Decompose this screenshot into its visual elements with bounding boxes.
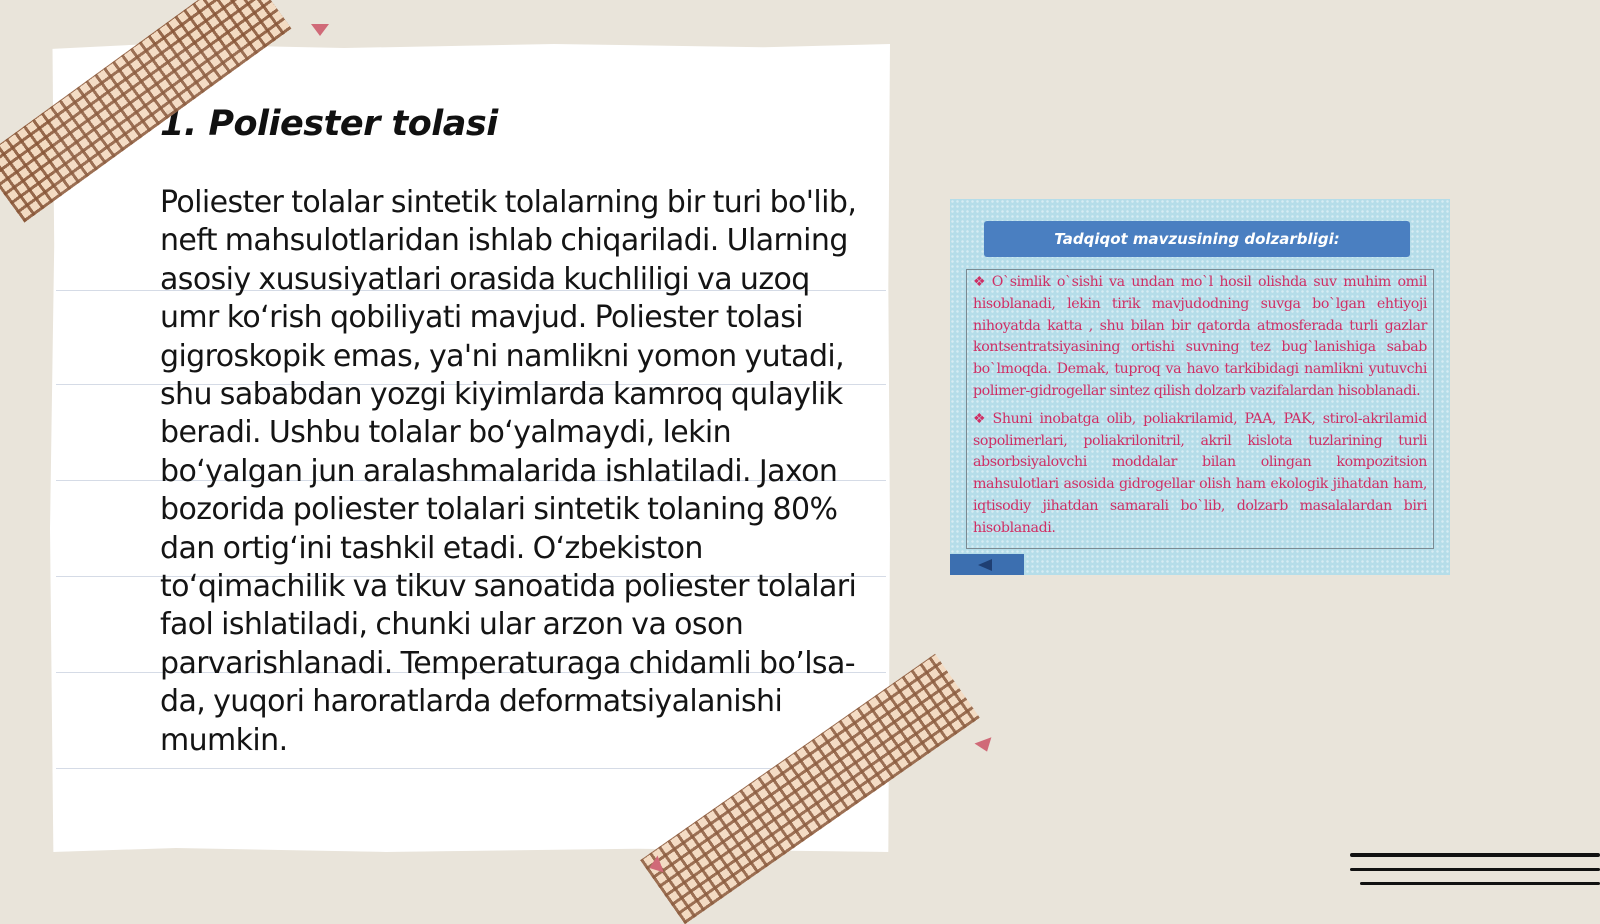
card-nav-tab[interactable] (950, 554, 1024, 575)
pin-marker (974, 737, 995, 754)
card-paragraph-text: Shuni inobatga olib, poliakrilamid, PAA, PAK, stirol-akrilamid sopolimerlari, poliakrilonitril, akril kislota tuzlarining turli absorbsiyalovchi moddalar bilan olingan kompozitsion mahsulotlari asosida gidrogellar olish ham ekologik jihatdan ham, iqtisodiy jihatdan samarali bo`lib, dolzarb masalalardan biri hisoblanadi. (973, 410, 1427, 536)
decorative-line (1350, 853, 1600, 857)
card-paragraph (973, 409, 1427, 540)
slide-title: 1. Poliester tolasi (160, 104, 498, 144)
pin-marker (311, 24, 329, 36)
arrow-left-icon[interactable] (978, 559, 992, 571)
card-body (966, 269, 1434, 549)
ruled-line (56, 768, 886, 769)
slide-body-text: Poliester tolalar sintetik tolalarning bir turi bo'lib, neft mahsulotlaridan ishlab chiqariladi. Ularning asosiy xususiyatlari orasida kuchliligi va uzoq umr ko‘rish qobiliyati mavjud. Poliester tolasi gigroskopik emas, ya'ni namlikni yomon yutadi, shu sababdan yozgi kiyimlarda kamroq qulaylik beradi. Ushbu tolalar bo‘yalmaydi, lekin bo‘yalgan jun aralashmalarida ishlatiladi. Jaxon bozorida poliester tolalari sintetik tolaning 80% dan ortig‘ini tashkil etadi. O‘zbekiston to‘qimachilik va tikuv sanoatida poliester tolalari faol ishlatiladi, chunki ular arzon va oson parvarishlanadi. Temperaturaga chidamli bo’lsa-da, yuqori haroratlarda deformatsiyalanishi mumkin. (160, 185, 857, 758)
decorative-line (1350, 868, 1600, 871)
card-paragraph-text: O`simlik o`sishi va undan mo`l hosil olishda suv muhim omil hisoblanadi, lekin tirik mavjudodning suvga bo`lgan ehtiyoji nihoyatda katta , shu bilan bir qatorda atmosferada turli gazlar kontsentratsiyasining ortishi suvning tez bug`lanishiga sabab bo`lmoqda. Demak, tuproq va havo tarkibidagi namlikni yutuvchi polimer-gidrogellar sintez qilish dolzarb vazifalardan hisoblanadi. (973, 274, 1427, 399)
card-header: Tadqiqot mavzusining dolzarbligi: (984, 221, 1410, 257)
research-relevance-card (950, 199, 1450, 575)
decorative-line (1360, 882, 1600, 885)
diamond-bullet-icon: ❖ (973, 410, 989, 427)
diamond-bullet-icon: ❖ (973, 274, 988, 290)
card-paragraph (973, 272, 1427, 403)
